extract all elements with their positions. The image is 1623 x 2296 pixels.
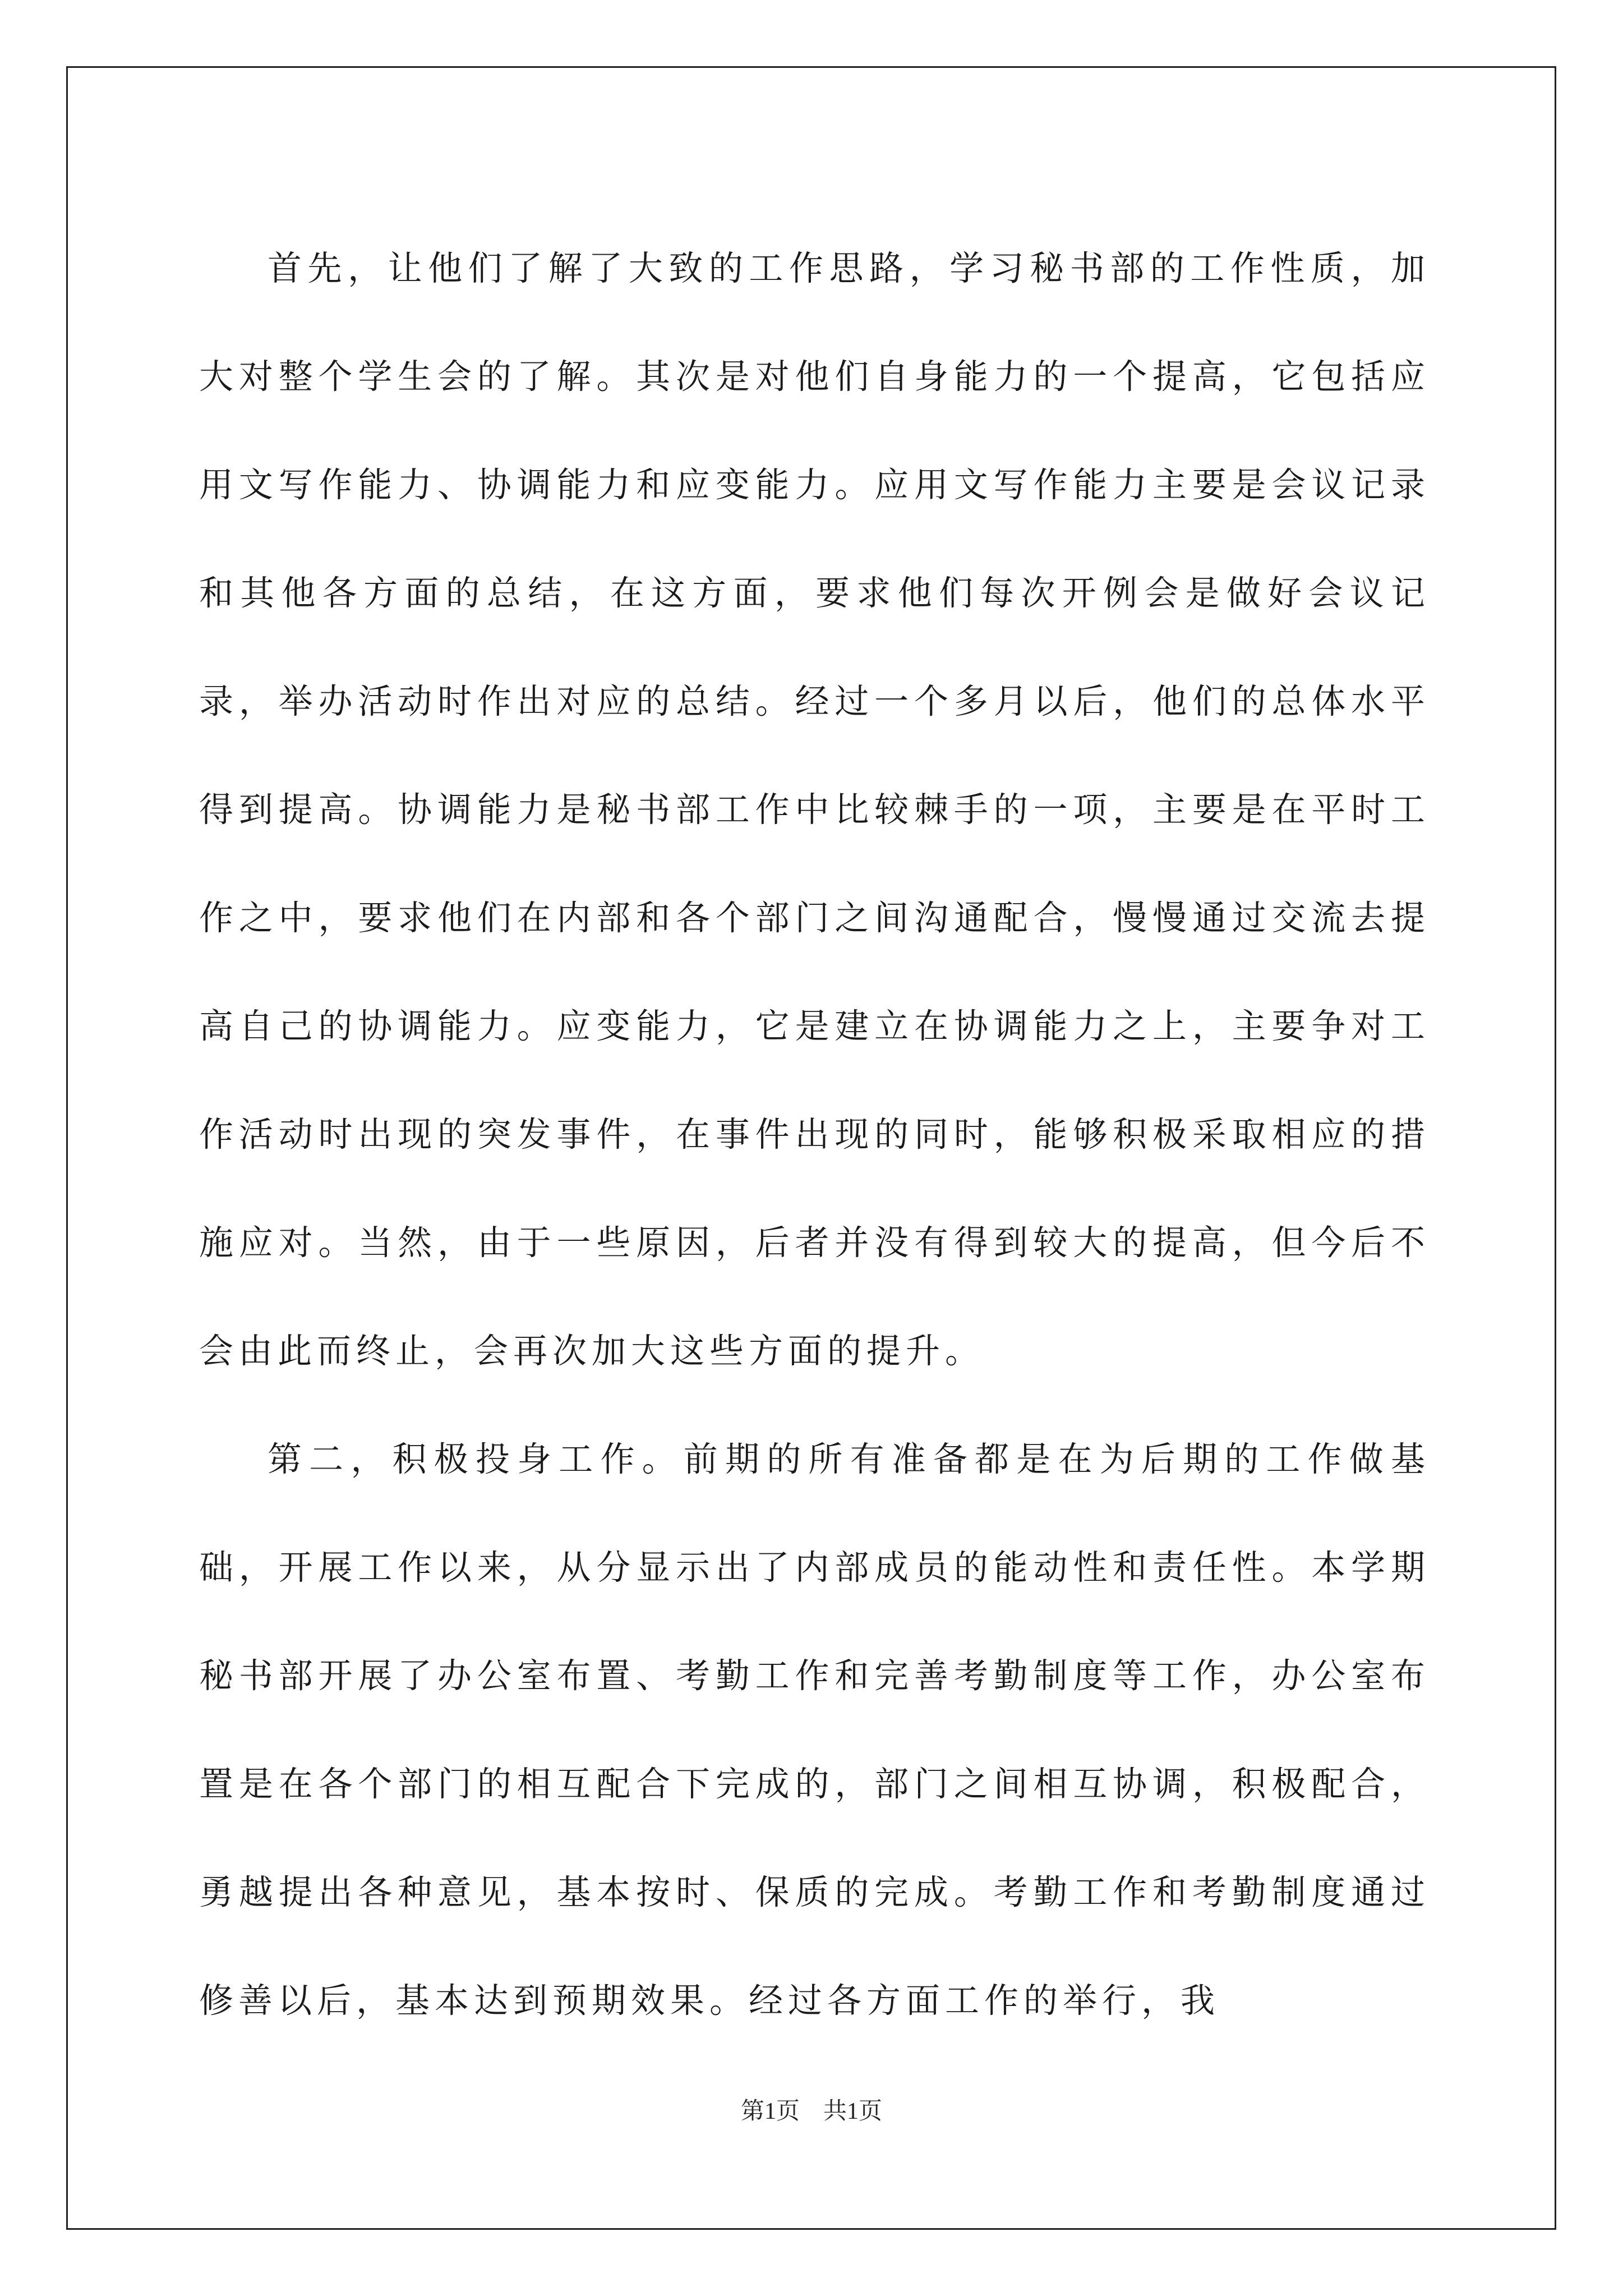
page-number-footer: 第1页 共1页: [740, 2099, 882, 2124]
paragraph-1: 首先，让他们了解了大致的工作思路，学习秘书部的工作性质，加大对整个学生会的了解。其次是对他们自身能力的一个提高，它包括应用文写作能力、协调能力和应变能力。应用文写作能力主要是会议记录和其他各方面的总结，在这方面，要求他们每次开例会是做好会议记录，举办活动时作出对应的总结。经过一个多月以后，他们的总体水平得到提高。协调能力是秘书部工作中比较棘手的一项，主要是在平时工作之中，要求他们在内部和各个部门之间沟通配合，慢慢通过交流去提高自己的协调能力。应变能力，它是建立在协调能力之上，主要争对工作活动时出现的突发事件，在事件出现的同时，能够积极采取相应的措施应对。当然，由于一些原因，后者并没有得到较大的提高，但今后不会由此而终止，会再次加大这些方面的提升。: [199, 249, 1430, 1371]
paragraph-2: 第二，积极投身工作。前期的所有准备都是在为后期的工作做基础，开展工作以来，从分显示出了内部成员的能动性和责任性。本学期秘书部开展了办公室布置、考勤工作和完善考勤制度等工作，办公室布置是在各个部门的相互配合下完成的，部门之间相互协调，积极配合，勇越提出各种意见，基本按时、保质的完成。考勤工作和考勤制度通过修善以后，基本达到预期效果。经过各方面工作的举行，我: [199, 1439, 1430, 2021]
document-body: [199, 214, 1430, 2055]
